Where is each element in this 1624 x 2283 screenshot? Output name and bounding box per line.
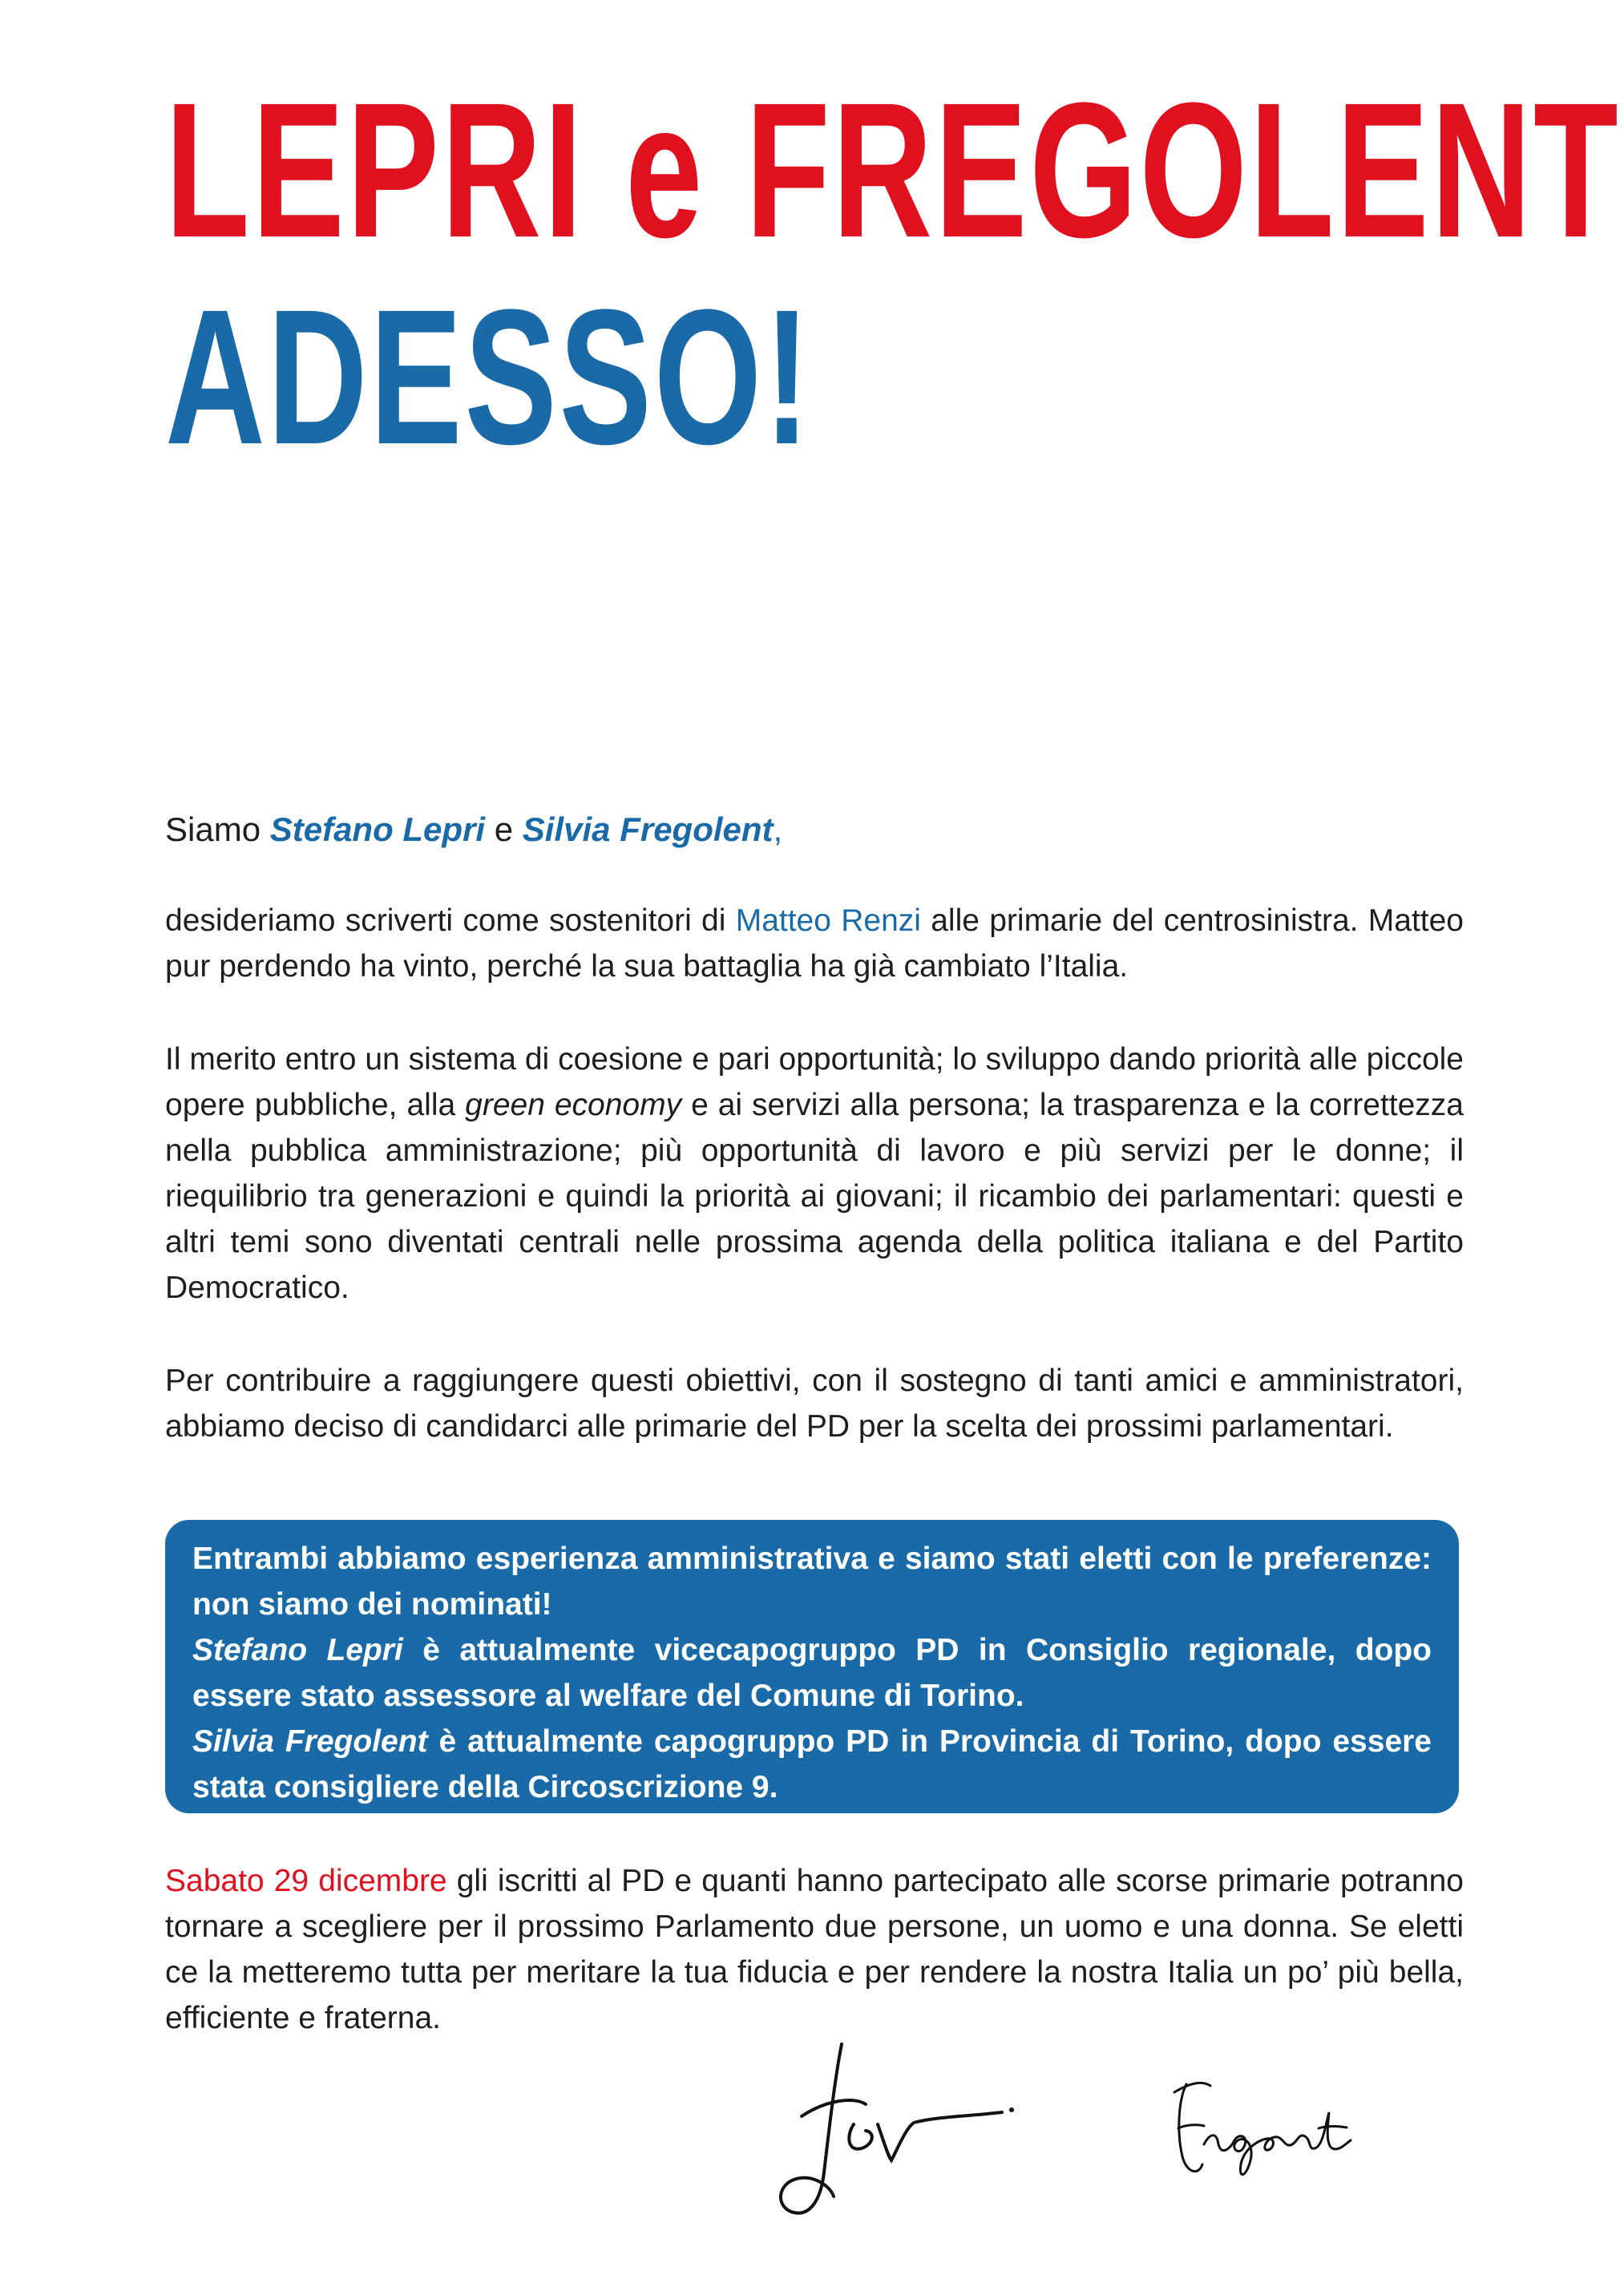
paragraph-election-date bbox=[165, 1858, 1464, 2041]
greeting bbox=[165, 806, 1464, 852]
headline-adesso: ADESSO! bbox=[165, 269, 813, 484]
headline-candidates: LEPRI e FREGOLENT bbox=[165, 63, 1621, 277]
paragraph-4-date: Sabato 29 dicembre bbox=[165, 1864, 447, 1898]
greeting-name-fregolent: Silvia Fregolent bbox=[522, 810, 774, 848]
paragraph-themes bbox=[165, 1036, 1464, 1311]
paragraph-2-part-1: Il merito entro un sistema di coesione e pari opportunità; lo sviluppo dando priorità alle piccole opere pubbliche, alla bbox=[165, 1042, 1464, 1122]
paragraph-1-part-1: desideriamo scriverti come sostenitori di bbox=[165, 903, 736, 938]
greeting-suffix: , bbox=[773, 810, 783, 848]
paragraph-1-part-2: alle primarie del centrosinistra. Matteo pur perdendo ha vinto, perché la sua battaglia ha già cambiato l’Italia. bbox=[165, 903, 1464, 984]
greeting-name-lepri: Stefano Lepri bbox=[269, 810, 486, 848]
paragraph-1-name-renzi: Matteo Renzi bbox=[735, 903, 921, 938]
info-box-fregolent-text: è attualmente capogruppo PD in Provincia di Torino, dopo essere stata consigliere della Circoscrizione 9. bbox=[192, 1724, 1432, 1804]
paragraph-candidacy: Per contribuire a raggiungere questi obiettivi, con il sostegno di tanti amici e amministratori, abbiamo deciso di candidarci alle primarie del PD per la scelta dei prossimi parlamentari. bbox=[165, 1364, 1464, 1444]
paragraph-support-renzi bbox=[165, 898, 1464, 989]
greeting-prefix: Siamo bbox=[165, 810, 270, 848]
info-box-fregolent-name: Silvia Fregolent bbox=[192, 1724, 428, 1759]
info-box-lepri-text: è attualmente vicecapogruppo PD in Consiglio regionale, dopo essere stato assessore al welfare del Comune di Torino. bbox=[192, 1633, 1432, 1713]
info-box-experience bbox=[165, 1520, 1459, 1813]
info-box-lepri-name: Stefano Lepri bbox=[192, 1633, 403, 1667]
greeting-conjunction: e bbox=[485, 810, 523, 848]
signature-fregolent-icon bbox=[1154, 2068, 1363, 2188]
paragraph-2-part-2: e ai servizi alla persona; la trasparenza e la correttezza nella pubblica amministrazione; più opportunità di lavoro e più servizi per le donne; il riequilibrio tra generazioni e quindi la priorità ai giovani; il ricambio dei parlamentari: questi e altri temi sono diventati centrali nelle prossima agenda della politica italiana e del Partito Democratico. bbox=[165, 1088, 1464, 1305]
paragraph-4-text: gli iscritti al PD e quanti hanno partecipato alle scorse primarie potranno tornare a scegliere per il prossimo Parlamento due persone, un uomo e una donna. Se eletti ce la metteremo tutta per meritare la tua fiducia e per rendere la nostra Italia un po’ più bella, efficiente e fraterna. bbox=[165, 1864, 1464, 2035]
info-box-intro: Entrambi abbiamo esperienza amministrativa e siamo stati eletti con le preferenze: non siamo dei nominati! bbox=[192, 1542, 1432, 1622]
signature-lepri-icon bbox=[745, 2020, 1018, 2228]
paragraph-2-italic-green-economy: green economy bbox=[465, 1088, 682, 1122]
